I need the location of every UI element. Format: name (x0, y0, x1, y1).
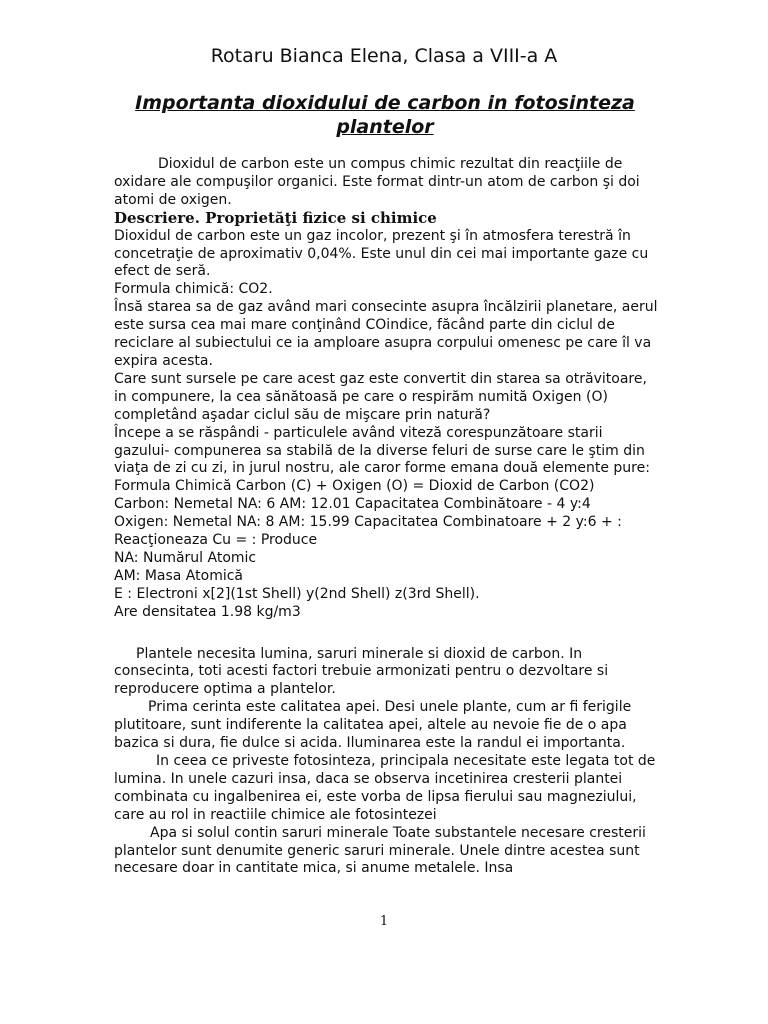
intro-paragraph: Dioxidul de carbon este un compus chimic rezultat din reacţiile de oxidare ale compuşilor organici. Este format dintr-un atom de carbon şi doi atomi de oxigen. (114, 156, 640, 208)
paragraph-photosynthesis: In ceea ce priveste fotosinteza, principala necesitate este legata tot de lumina. In unele cazuri insa, daca se observa incetinirea cresterii plantei combinata cu ingalbenirea ei, este vorba de lipsa fierului sau magneziului, care au rol in reactiile chimice ale fotosintezei (114, 753, 656, 823)
carbon-line: Carbon: Nemetal NA: 6 AM: 12.01 Capacitatea Combinătoare - 4 y:4 (114, 496, 591, 513)
density-line: Are densitatea 1.98 kg/m3 (114, 603, 301, 620)
oxygen-line: Oxigen: Nemetal NA: 8 AM: 15.99 Capacitatea Combinatoare + 2 y:6 + : Reacţioneaza Cu = : Produce (114, 514, 622, 549)
paragraph-greenhouse: Însă starea sa de gaz având mari consecinte asupra încălzirii planetare, aerul este sursa cea mai mare conţinând COindice, făcând parte din ciclul de reciclare al subiectului ce ia amploare asupra corpului omenesc pe care îl va expira acesta. (114, 299, 658, 369)
chemical-formula-line: Formula Chimică Carbon (C) + Oxigen (O) = Dioxid de Carbon (CO2) (114, 478, 595, 495)
document-body (114, 156, 660, 878)
paragraph-spread: Începe a se răspândi - particulele având viteză corespunzătoare starii gazului- compunerea sa stabilă de la diverse feluri de surse care le ştim din viaţa de zi cu zi, in jurul nostru, ale caror forme emana două elemente pure: (114, 424, 650, 477)
am-definition: AM: Masa Atomică (114, 567, 243, 584)
author-line: Rotaru Bianca Elena, Clasa a VIII-a A (210, 45, 558, 67)
paragraph-sources: Care sunt sursele pe care acest gaz este convertit din starea sa otrăvitoare, in compunere, la cea sănătoasă pe care o respirăm numită Oxigen (O) completând aşadar ciclul său de mişcare prin natură? (114, 370, 647, 423)
formula-line: Formula chimică: CO2. (114, 281, 273, 298)
na-definition: NA: Numărul Atomic (114, 549, 257, 566)
paragraph-water: Prima cerinta este calitatea apei. Desi unele plante, cum ar fi ferigile plutitoare, sunt indiferente la calitatea apei, altele au nevoie fie de o apa bazica si dura, fie dulce si acida. Iluminarea este la randul ei importanta. (114, 699, 632, 752)
section-heading: Descriere. Proprietăţi fizice si chimice (114, 208, 437, 227)
paragraph-plants: Plantele necesita lumina, saruri minerale si dioxid de carbon. In consecinta, toti acesti factori trebuie armonizati pentru o dezvoltare si reproducere optima a plantelor. (114, 645, 609, 698)
paragraph-minerals: Apa si solul contin saruri minerale Toate substantele necesare cresterii plantelor sunt denumite generic saruri minerale. Unele dintre acestea sunt necesare doar in cantitate mica, si anume metalele. Insa (114, 824, 646, 877)
page-number: 1 (379, 914, 389, 929)
document-title: Importanta dioxidului de carbon in fotosinteza plantelor (135, 92, 635, 138)
description-paragraph: Dioxidul de carbon este un gaz incolor, prezent şi în atmosfera terestră în concetraţie de aproximativ 0,04%. Este unul din cei mai importante gaze cu efect de seră. (114, 227, 649, 280)
electron-line: E : Electroni x[2](1st Shell) y(2nd Shell) z(3rd Shell). (114, 585, 480, 602)
